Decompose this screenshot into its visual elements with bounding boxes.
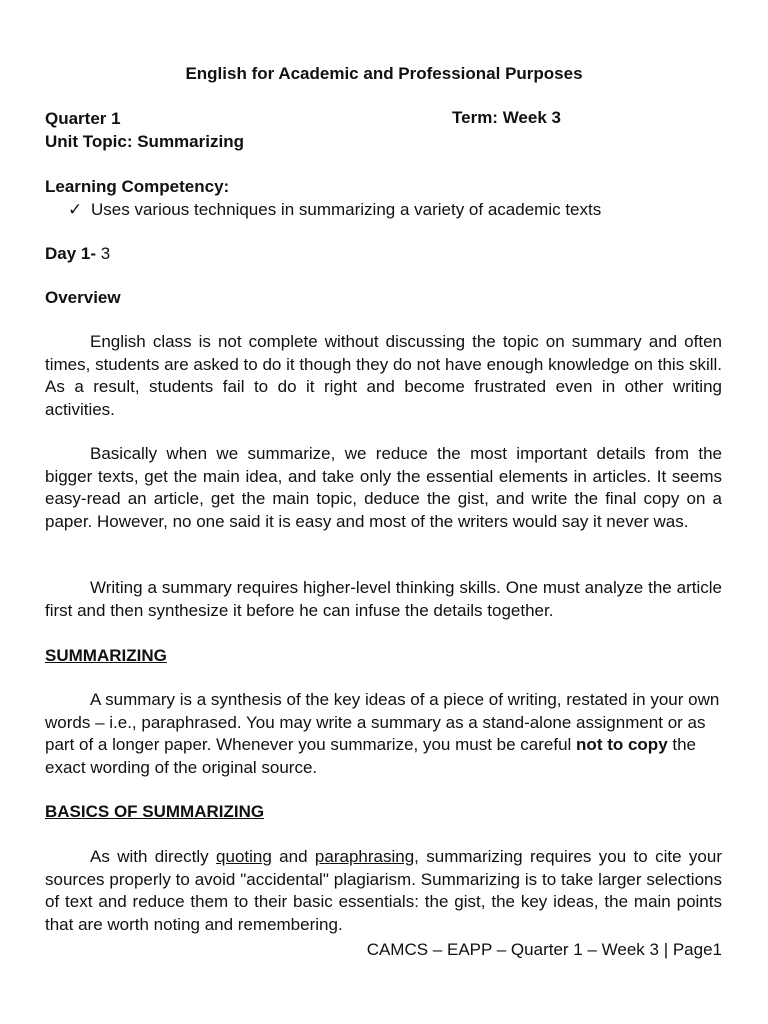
competency-heading: Learning Competency: (45, 177, 230, 196)
term-label: Term: Week 3 (452, 108, 561, 127)
quarter-label: Quarter 1 (45, 109, 121, 128)
overview-paragraph-3 (45, 577, 722, 622)
day-label-text: Day 1- (45, 244, 101, 263)
paraphrasing-link[interactable]: paraphrasing (314, 847, 415, 866)
summarizing-text-2: the exact wording of the original source. (45, 735, 697, 777)
not-to-copy-emphasis: not to copy (576, 735, 668, 754)
overview-paragraph-3-text: Writing a summary requires higher-level thinking skills. One must analyze the article first and then synthesize it before he can infuse the details together. (45, 578, 722, 620)
basics-paragraph-text (45, 846, 722, 936)
competency-item: Uses various techniques in summarizing a variety of academic texts (91, 200, 602, 219)
basics-paragraph (45, 846, 722, 936)
day-label (45, 243, 110, 266)
summarizing-heading: SUMMARIZING (45, 646, 167, 665)
basics-text-1: As with directly (90, 847, 217, 866)
document-title: English for Academic and Professional Purposes (185, 64, 583, 83)
summarizing-paragraph (45, 689, 722, 779)
unit-topic: Unit Topic: Summarizing (45, 132, 244, 151)
overview-paragraph-2-text: Basically when we summarize, we reduce the most important details from the bigger texts, get the main idea, and take only the essential elements in articles. It seems easy-read an article, get the main topic, deduce the gist, and write the final copy on a paper. However, no one said it is easy and most of the writers would say it never was. (45, 444, 722, 531)
overview-heading: Overview (45, 288, 121, 307)
overview-paragraph-1-text: English class is not complete without discussing the topic on summary and often times, students are asked to do it though they do not have enough knowledge on this skill. As a result, students fail to do it right and become frustrated even in other writing activities. (45, 332, 722, 419)
summarizing-text-1: A summary is a synthesis of the key ideas of a piece of writing, restated in your own words – i.e., paraphrased. You may write a summary as a stand-alone assignment or as part of a longer paper. Whenever you summarize, you must be careful (45, 690, 720, 754)
page-footer: CAMCS – EAPP – Quarter 1 – Week 3 | Page1 (366, 940, 722, 959)
day-value: 3 (100, 244, 111, 263)
basics-text-and: and (271, 847, 315, 866)
basics-heading: BASICS OF SUMMARIZING (45, 802, 265, 821)
overview-paragraph-2 (45, 443, 722, 533)
checkmark-icon: ✓ (68, 200, 83, 219)
quoting-link[interactable]: quoting (216, 847, 272, 866)
overview-paragraph-1 (45, 331, 722, 421)
basics-text-2: , summarizing requires you to cite your sources properly to avoid "accidental" plagiarism. Summarizing is to take larger selections of text and reduce them to their basic essentials: the gist, the key ideas, the main points that are worth noting and remembering. (45, 847, 722, 934)
summarizing-paragraph-text (45, 689, 722, 779)
